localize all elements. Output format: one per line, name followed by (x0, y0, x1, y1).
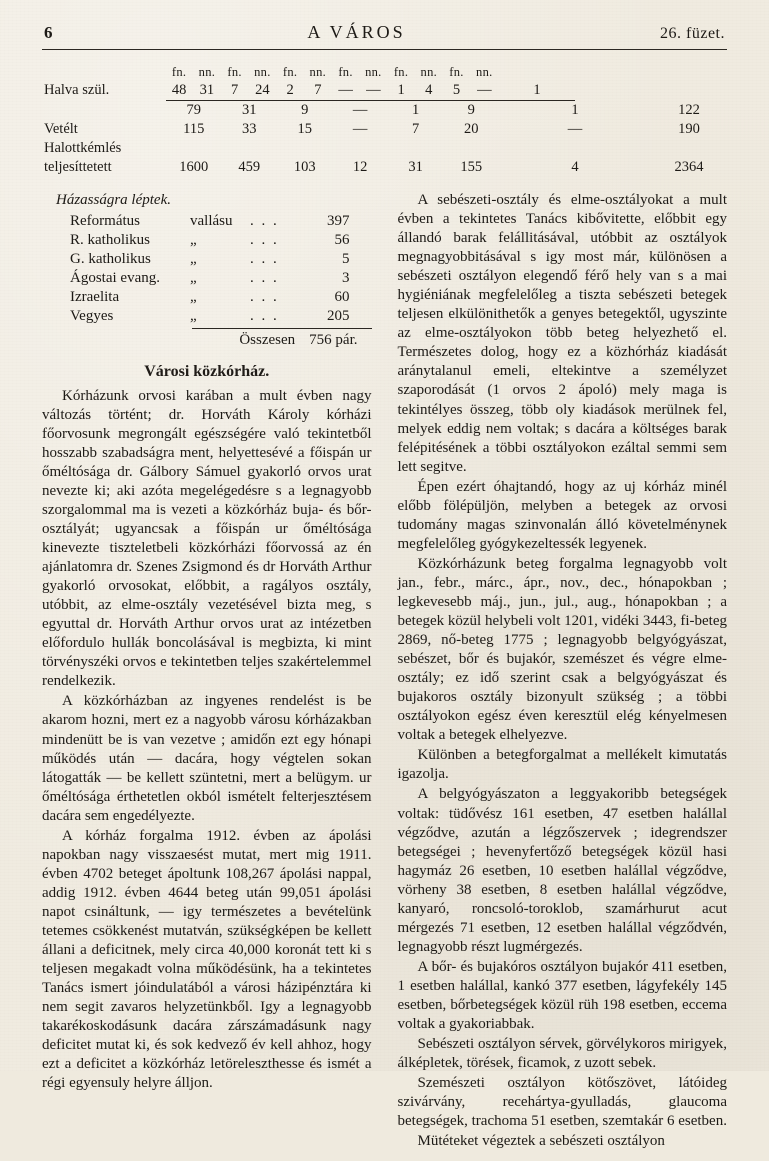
cell: 31 (408, 159, 423, 175)
cell: 7 (222, 81, 248, 101)
cell: 7 (412, 121, 420, 137)
paragraph: A kórház forgalma 1912. évben az ápolási napokban nagy visszaesést mutat, mert mig 1911. évben 4702 beteget ápoltunk 108,267 ápolási nappal, addig 1912. évben 4644 beteg után 99,051 ápolási napot csináltunk, — igy természetes a bevételünk tetemes csökkenést mutatván, szükségképen be kellett állani a deficitnek, mely circa 40,000 koronát tett ki s teljesen megakadt volna működésünk, ha a tekintetes Tanács ismert jóindulatából a városi házipénztára ki nem segit zavaros helyzetünkből. Igy a legnagyobb takarékoskodásunk dacára zárszámadásunk nagy deficitet mutat ki, és sok kedvező év kell ahhoz, hogy ezt a deficitet a közkórház letöreleszthesse és ismét a régi egyensuly helyre álljon. (42, 827, 372, 1092)
cell: 103 (293, 159, 316, 175)
religion-value: 397 (327, 213, 350, 230)
list-item (42, 288, 372, 307)
marriage-stats-list (42, 212, 372, 326)
paragraph: A bőr- és bujakóros osztályon bujakór 411 esetben, 1 esetben halállal, kankó 377 esetben, lágyfekély 145 esetben, bőrbetegségek közül rüh 198 esetben, eccema voltak a gyakoriabbak. (397, 958, 727, 1033)
running-title: A VÁROS (307, 22, 406, 42)
header-rule (42, 49, 727, 50)
cell: 1 (412, 102, 420, 118)
list-item (42, 269, 372, 288)
row-total (575, 81, 651, 101)
cell: 115 (183, 121, 205, 137)
paragraph: Épen ezért óhajtandó, hogy az uj kórház minél előbb fölépüljön, melyben a betegek az orvosi tudomány magas szinvonalán álló követelménynek megfelelőleg gyógykezeltessék legyenek. (397, 478, 727, 552)
row-label: teljesíttetett (44, 159, 112, 175)
cell: 9 (467, 102, 475, 118)
issue-number: 26. füzet. (660, 25, 725, 42)
cell: 31 (192, 81, 221, 101)
cell: — (470, 81, 499, 101)
cell: 1 (571, 102, 579, 118)
total-label: Összesen (239, 332, 296, 349)
section-title: Városi közkórház. (144, 363, 270, 381)
cell: 24 (248, 81, 277, 101)
religion-name: R. katholikus (70, 232, 151, 249)
table-row (42, 120, 727, 139)
cell-empty (166, 139, 575, 158)
cell: 1 (388, 81, 414, 101)
cell: 1600 (179, 159, 209, 175)
unit-label: fn. (171, 65, 187, 79)
paragraph: Sebészeti osztályon sérvek, görvélykoros mirigyek, álképletek, törések, ficamok, z uzott sebek. (397, 1036, 727, 1072)
cell: 4 (414, 81, 443, 101)
cell: 155 (460, 159, 483, 175)
religion-value: 205 (327, 308, 350, 325)
paragraph: Közkórházunk beteg forgalma legnagyobb volt jan., febr., márc., ápr., nov., dec., hónapokban ; legkevesebb máj., jun., jul., aug., hónapokban ; a betegek közül helybeli volt 1201, vidéki 3443, fi-beteg 2869, nő-beteg 1775 ; legnagyobb belgyógyászat, sebészet, bőr és bujakór, szemészet és végre elme-osztály; ez idő szerint csak a belgyógyászat és bujakoros osztály bizonyult szükség ; a többi osztályokon egész éven keresztül elég kényelmesen voltak a betegek elhelyezve. (397, 555, 728, 744)
religion-word: „ (190, 308, 197, 325)
cell: 5 (443, 81, 469, 101)
leader-dots: . . . (250, 251, 279, 268)
cell: 1 (499, 81, 575, 101)
unit-total-spacer (499, 64, 575, 81)
cell: — (567, 121, 583, 137)
religion-word: „ (190, 232, 197, 249)
cell: 31 (241, 102, 257, 118)
unit-label: nn. (198, 65, 216, 79)
cell: 12 (352, 159, 368, 175)
leader-dots: . . . (250, 232, 279, 249)
row-label (42, 101, 166, 121)
row-total: 2364 (674, 159, 704, 175)
unit-label: fn. (282, 65, 298, 79)
row-label: Halva szül. (44, 82, 110, 99)
unit-label: nn. (420, 65, 438, 79)
religion-name: G. katholikus (70, 251, 151, 268)
religion-name: Református (70, 213, 140, 230)
list-item (42, 250, 372, 269)
table-row (42, 81, 727, 101)
paragraph: A sebészeti-osztály és elme-osztályokat a mult évben a tekintetes Tanács kibővitette, előbbit egy állandó barak felállitásával, utóbbit az osztályok megnagyobbitásával s igy most már, különösen a sebészeti osztályon elegendő férő hely van s a mai hygiéniának megfelelőleg a tiszta sebészeti betegek teljesen elkülönithetők a genyes betegektől, ugyszinte az elme-osztályokon több beteg helyezhető el. Természetes dolog, hogy ez a közhórház kiadását aránytalanul emeli, eltekintve a személyzet szaporodását (1 orvos 2 ápoló) mely maga is tekintélyes összeg, több oly kiadások merülnek fel, melyek eddig nem voltak; s dacára a költséges barak felépitésének a többi osztályokon ezáltal semmi sem lett segitve. (397, 192, 727, 475)
marriage-stats-heading: Házasságra léptek. (56, 192, 171, 208)
leader-dots: . . . (250, 213, 279, 230)
row-label: Halottkémlés (44, 140, 122, 156)
paragraph: Különben a betegforgalmat a mellékelt kimutatás igazolja. (397, 747, 727, 783)
marriage-stats-total (42, 331, 372, 350)
cell: 9 (301, 102, 309, 118)
unit-label: nn. (365, 65, 382, 79)
religion-name: Vegyes (70, 308, 114, 325)
religion-word: vallásu (190, 213, 233, 230)
text-columns (42, 191, 727, 1151)
unit-label: nn. (309, 65, 327, 79)
religion-value: 5 (342, 251, 350, 268)
total-value: 756 pár. (309, 332, 358, 349)
cell: 15 (297, 121, 312, 137)
list-item (42, 212, 372, 231)
religion-word: „ (190, 251, 197, 268)
folio-number: 6 (44, 23, 53, 42)
table-unit-row (42, 64, 727, 81)
unit-label: fn. (338, 65, 353, 79)
religion-word: „ (190, 270, 197, 287)
table-row (42, 158, 727, 177)
row-total (575, 139, 651, 158)
list-item (42, 307, 372, 326)
leader-dots: . . . (250, 270, 279, 287)
religion-name: Izraelita (70, 289, 120, 306)
row-label: Vetélt (44, 121, 78, 137)
unit-label: nn. (476, 65, 493, 79)
unit-label: fn. (393, 65, 409, 79)
leader-dots: . . . (250, 289, 279, 306)
page-header (42, 22, 727, 49)
leader-dots: . . . (250, 308, 279, 325)
religion-word: „ (190, 289, 197, 306)
cell: — (332, 81, 358, 101)
paragraph: Kórházunk orvosi karában a mult évben nagy változás történt; dr. Horváth Károly kórházi főorvosunk megrongált egészségére való tekintetből hosszabb szabadságra ment, helyettesévé a főispán ur őméltósága dr. Gálbory Sámuel gyakorló orvos urat nevezte ki; aki azóta megelégedésre s a legnagyobb szorgalommal ma is vezeti a közkórház buja- és bőr-osztályát; ugyancsak a főispán ur őméltósága kinevezte tiszteletbeli közkórházi főorvossá az én ajánlatomra dr. Szenes Zsigmond és dr Horváth Arthur gyakorló orvosokat, előbbit, a ragályos osztály, utóbbit, az elme-osztály vezetésével bizta meg, s egyuttal dr. Horváth Arthur orvos urat az intézetben előfordulo hullák boncolásával is megbizta, ki mint törvényszéki orvos e tekintetben teljes szakértelemmel rendelkezik. (42, 387, 372, 690)
cell: 48 (166, 81, 192, 101)
row-total: 122 (678, 101, 700, 118)
religion-value: 56 (334, 232, 350, 249)
cell: 33 (241, 121, 257, 137)
list-item (42, 231, 372, 250)
paragraph: A közkórházban az ingyenes rendelést is be akarom hozni, mert ez a nagyobb városu kórházakban mindenütt be is van vezetve ; amidőn ezt egy hónapi működés után — dacára, hogy végtelen sokan látogatták — be kellett szüntetni, mert a belügym. ur őméltósága érthetetlen okból ismételt felterjesztésem dacára sem engedélyezte. (42, 693, 372, 824)
unit-label: nn. (254, 65, 271, 79)
unit-label: fn. (227, 65, 242, 79)
cell: 7 (303, 81, 332, 101)
row-total: 190 (678, 121, 700, 137)
right-column (398, 191, 728, 1151)
cell: 459 (238, 159, 261, 175)
religion-value: 60 (334, 289, 350, 306)
paragraph: A belgyógyászaton a leggyakoribb betegségek voltak: tüdővész 161 esetben, 47 esetben halállal végződve, azután a légzőszervek ; idegrendszer betegségei ; hevenyfertőző betegségek közül hasi hagymáz 26 esetben, 10 esetben halállal végződve, vörheny 38 esetben, 8 esetben halállal végződve, kanyaró, roncsoló-toroklob, szamárhurut acut mérgezés 71 esetben, 12 esetben halállal végződvén, legnagyobb részt lugmérgezés. (397, 786, 727, 955)
paragraph: Szemészeti osztályon kötőszövet, látóideg szivárvány, recehártya-gyulladás, glaucoma betegségek, trachoma 51 esetben, szemtakár 6 esetben. (397, 1075, 727, 1130)
cell: 20 (463, 121, 479, 137)
religion-value: 3 (342, 270, 350, 287)
unit-row-spacer (42, 64, 166, 81)
cell: 79 (186, 102, 201, 118)
cell: 2 (277, 81, 303, 101)
religion-name: Ágostai evang. (70, 270, 160, 287)
left-column (42, 191, 372, 1151)
table-row (42, 139, 727, 158)
cell: — (352, 102, 368, 118)
table-row (42, 101, 727, 121)
unit-label: fn. (449, 65, 464, 79)
sum-rule (192, 328, 372, 329)
cell: — (359, 81, 388, 101)
paragraph: Mütéteket végeztek a sebészeti osztályon (417, 1133, 665, 1150)
cell: 4 (571, 159, 579, 175)
cell: — (352, 121, 368, 137)
statistics-table (42, 64, 727, 177)
